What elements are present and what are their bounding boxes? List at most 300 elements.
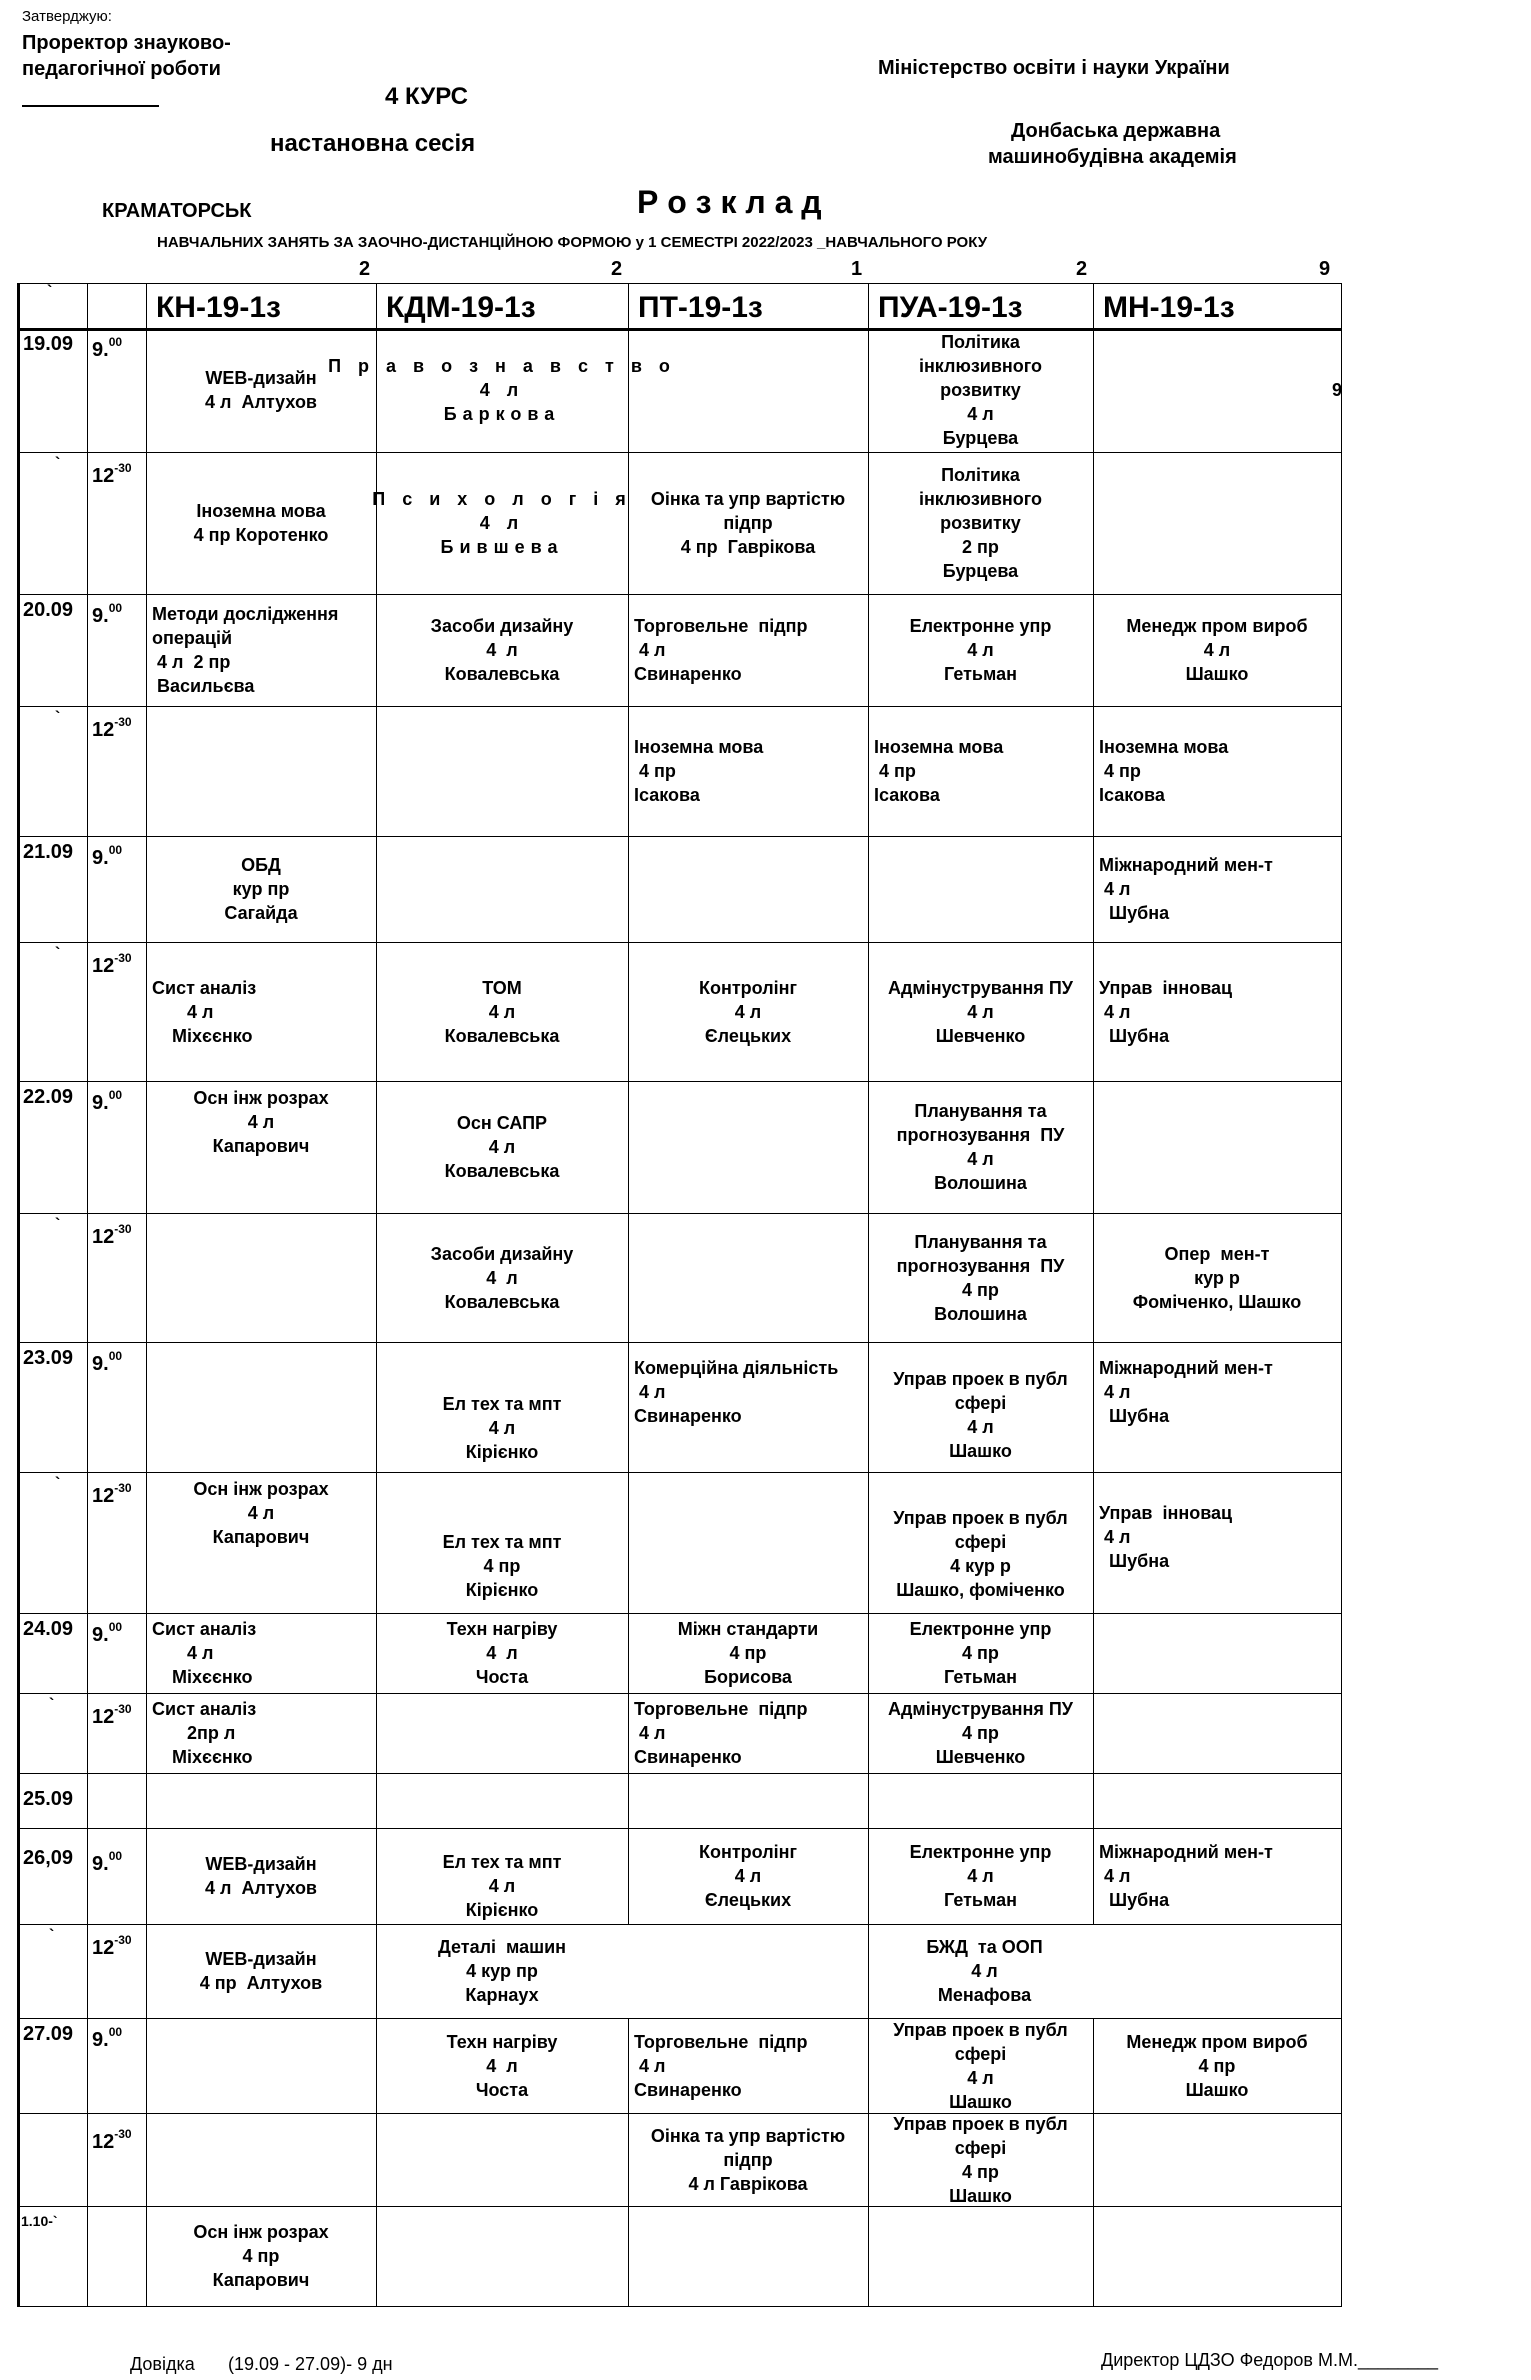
footer-director: Директор ЦДЗО Федоров М.М.________ [1101,2350,1439,2370]
cell-line: 4 кур пр [466,1961,538,1981]
cell-line: 4 л Алтухов [205,392,317,412]
cell-line: ОБД [241,855,281,875]
cell-line: сфері [954,2137,1007,2158]
cell-line: Капарович [212,2270,310,2290]
cell-line: Васильєва [152,676,255,696]
day-label: 25.09 [23,1788,74,1810]
schedule-cell [868,1081,1093,1213]
cell-line: Шубна [1099,903,1170,923]
schedule-cell [628,1693,868,1773]
schedule-cell [146,1081,376,1163]
schedule-cell [1093,1213,1341,1342]
schedule-cell [868,594,1093,706]
cell-line: Політика [941,332,1020,352]
cell-line: Шубна [1099,1890,1170,1910]
schedule-cell [376,594,628,706]
cell-line: ТОМ [482,977,522,998]
cell-line: 4 пр [483,1556,521,1576]
cell-line: Кірієнко [465,1580,539,1600]
time-label: 9.00 [92,1349,123,1375]
cell-line: 4 л Алтухов [205,1878,317,1898]
cell-line: операцій [152,628,233,648]
group-count-kn: 2 [359,258,371,280]
cell-line: Сист аналіз [152,1699,257,1719]
schedule-cell [628,594,868,706]
time-label: $12^{-30}$ [92,1481,132,1507]
schedule-cell [868,328,1093,452]
cell-line: Ісакова [1099,785,1165,805]
cell-line: 4 л [734,1001,762,1022]
cell-line: розвитку [940,380,1021,400]
cell-line: 4 пр [1099,761,1141,781]
cell-line: сфері [954,1532,1007,1552]
cell-line: 4 л [486,2055,518,2076]
cell-line: Бившева [440,537,564,557]
ministry-label: Міністерство освіти і науки України [878,57,1230,79]
time-label: 9.00 [92,601,123,627]
cell-line: 4 пр Алтухов [199,1973,323,1993]
cell-line: Іноземна мова [874,737,1004,757]
cell-line: Електронне упр [909,1619,1052,1639]
cell-line: прогнозування ПУ [896,1125,1065,1145]
group-header-pua: ПУА-19-1з [878,291,1023,324]
schedule-cell [868,2113,1093,2206]
cell-line: 4 л [971,1961,998,1981]
cell-line: 4 пр [729,1643,767,1663]
day-label: ` [55,1475,61,1492]
cell-line: Деталі машин [437,1937,567,1957]
time-label: 9.00 [92,1620,123,1646]
schedule-cell [146,328,376,452]
time-label: $12^{-30}$ [92,951,132,977]
cell-line: Оінка та упр вартістю [650,2125,846,2146]
cell-line: WEB-дизайн [205,1854,317,1874]
cell-line: 4 л [967,640,994,660]
day-label: ` [49,1696,55,1713]
schedule-cell [868,2018,1093,2113]
cell-line: Гетьман [944,664,1017,684]
academy-line2: машинобудівна академія [988,146,1237,168]
cell-line: Ел тех та мпт [442,1532,562,1552]
cell-line: Управ проек в публ [893,1369,1068,1389]
cell-line: Свинаренко [634,1747,742,1767]
time-label: $12^{-30}$ [92,1222,132,1248]
cell-line: Ісакова [634,785,700,805]
cell-line: кур р [1194,1267,1240,1288]
cell-line: 9 [1331,380,1342,400]
cell-line: Управ інновац [1099,977,1233,998]
document-title: Р о з к л а д [637,184,822,220]
cell-line: Шашко, фоміченко [896,1580,1065,1600]
cell-line: Контролінг [698,1842,797,1862]
schedule-cell [1093,942,1341,1081]
schedule-cell [868,1358,1093,1472]
cell-line: 4 л [967,404,994,424]
schedule-cell [628,1342,868,1442]
cell-line: Торговельне підпр [634,2031,808,2052]
schedule-cell [628,1613,868,1693]
cell-line: Техн нагріву [446,2031,558,2052]
cell-line: підпр [723,2149,773,2170]
cell-line: Управ проек в публ [893,1508,1068,1528]
group-header-pt: ПТ-19-1з [638,291,763,324]
cell-line: Електронне упр [909,1842,1052,1862]
cell-line: Бурцева [942,561,1019,581]
cell-line: Гетьман [944,1667,1017,1687]
time-label: 9.00 [92,1088,123,1114]
schedule-cell [146,1828,376,1924]
time-label: $12^{-30}$ [92,1933,132,1959]
cell-line: Шашко [949,2091,1012,2112]
cell-line: Ісакова [874,785,940,805]
cell-line: Шашко [1185,664,1249,684]
cell-line: Волошина [934,1303,1027,1324]
day-label: 22.09 [23,1086,74,1108]
schedule-cell [146,2206,376,2306]
cell-line: Менафова [937,1985,1032,2005]
schedule-cell [1093,1472,1341,1602]
cell-line: Міхєєнко [152,1747,253,1767]
cell-line: Адмінустрування ПУ [888,977,1073,998]
schedule-cell [868,452,1093,594]
cell-line: 4 пр Коротенко [193,525,329,545]
cell-line: Капарович [212,1136,310,1156]
schedule-cell [146,1693,376,1773]
cell-line: 4 л Гаврікова [688,2173,808,2194]
schedule-cell [146,452,376,594]
schedule-cell [1093,706,1341,836]
schedule-cell [868,706,1093,836]
cell-line: 4 л [967,1866,994,1886]
cell-line: 4 л [734,1866,762,1886]
cell-line: кур пр [232,879,290,899]
cell-line: Карнаух [465,1985,539,2005]
cell-line: 4 пр [962,1723,999,1743]
cell-line: Осн інж розрах [193,2222,329,2242]
cell-line: Методи дослідження [152,604,339,624]
group-header-kn: КН-19-1з [156,291,281,324]
cell-line: 4 л [634,1723,666,1743]
cell-line: Свинаренко [634,2079,742,2100]
day-label: 24.09 [23,1618,74,1640]
cell-line: 4 пр [1198,2055,1236,2076]
cell-line: 4 пр [634,761,676,781]
cell-line: 4 л [479,513,525,533]
cell-line: Міжн стандарти [677,1619,819,1639]
cell-line: 4 л [1099,1527,1131,1547]
cell-line: 4 л [479,380,525,400]
cell-line: П с и х о л о г і я [372,489,632,509]
cell-line: 4 л [634,2055,666,2076]
cell-line: 4 л [486,1643,518,1663]
cell-line: Міхєєнко [152,1667,253,1687]
cell-line: 4 л [1099,1001,1131,1022]
group-count-mn: 9 [1319,258,1331,280]
cell-line: Єлецьких [704,1890,792,1910]
cell-line: Контролінг [698,977,797,998]
cell-line: WEB-дизайн [205,1949,317,1969]
cell-line: Баркова [443,404,561,424]
cell-line: 4 кур р [950,1556,1011,1576]
cell-line: Іноземна мова [634,737,764,757]
schedule-cell [1093,594,1341,706]
cell-line: Планування та [914,1231,1047,1252]
cell-line: Шубна [1099,1551,1170,1571]
cell-line: Торговельне підпр [634,1699,808,1719]
cell-line: Свинаренко [634,1406,742,1426]
schedule-cell [628,1828,868,1924]
course-label: 4 КУРС [385,83,468,110]
schedule-cell [376,1383,628,1472]
time-label: $12^{-30}$ [92,715,132,741]
schedule-cell [146,594,376,706]
cell-line: Ковалевська [444,1291,560,1312]
footer-reference: Довідка [130,2354,195,2374]
time-label: $12^{-30}$ [92,461,132,487]
schedule-cell [146,1613,376,1693]
cell-line: Ковалевська [444,1025,560,1046]
day-label: 26,09 [23,1847,74,1869]
cell-line: Управ проек в публ [893,2019,1068,2040]
group-count-kdm: 2 [611,258,623,280]
day-label: ` [55,945,61,962]
cell-line: прогнозування ПУ [896,1255,1065,1276]
cell-line: Комерційна діяльність [634,1358,839,1378]
cell-line: 4 л [967,1417,994,1437]
cell-line: Управ проек в публ [893,2113,1068,2134]
time-label: 9.00 [92,843,123,869]
day-label: 27.09 [23,2023,74,2045]
schedule-cell [376,1613,628,1693]
cell-line: Свинаренко [634,664,742,684]
cell-line: Політика [941,465,1020,485]
day-label: ` [55,709,61,726]
cell-line: Торговельне підпр [634,616,808,636]
cell-line: Волошина [934,1173,1027,1193]
cell-line: Сист аналіз [152,1619,257,1639]
schedule-cell [628,2113,868,2206]
day-label: ` [55,455,61,472]
schedule-table [17,283,1342,2307]
cell-line: 4 л [967,1149,994,1169]
schedule-cell [372,452,632,594]
time-label: 9.00 [92,1849,123,1875]
cell-line: Планування та [914,1101,1047,1121]
cell-line: 4 л [634,1382,666,1402]
cell-line: Шубна [1099,1406,1170,1426]
cell-line: сфері [954,2043,1007,2064]
cell-line: Ковалевська [444,664,560,684]
cell-line: 4 л [247,1112,275,1132]
cell-line: 4 пр [874,761,916,781]
time-label: 9.00 [92,2025,123,2051]
schedule-cell [868,1693,1093,1773]
approve-label: Затверджую: [22,8,112,25]
cell-line: Засоби дизайну [430,616,574,636]
cell-line: інклюзивного [918,489,1043,509]
cell-line: Кірієнко [465,1900,539,1920]
day-label: 20.09 [23,599,74,621]
schedule-cell [1093,1342,1341,1442]
cell-line: 4 л [1203,640,1231,660]
cell-line: Борисова [704,1667,792,1687]
cell-line: Єлецьких [704,1025,792,1046]
cell-line: Капарович [212,1527,310,1547]
cell-line: 4 л [967,2067,994,2088]
schedule-cell [376,1924,628,2018]
document-subtitle: НАВЧАЛЬНИХ ЗАНЯТЬ ЗА ЗАОЧНО-ДИСТАНЦІЙНОЮ ФОРМОЮ у 1 СЕМЕСТРІ 2022/2023 _НАВЧАЛЬНОГО РОКУ [157,234,988,251]
group-count-pua: 2 [1076,258,1088,280]
schedule-cell [868,1495,1093,1613]
day-label: ` [49,1927,55,1944]
schedule-cell [376,1848,628,1924]
schedule-cell [376,2018,628,2113]
cell-line: Чоста [475,1667,529,1687]
schedule-cell [628,706,868,836]
schedule-cell [868,1613,1093,1693]
cell-line: Ел тех та мпт [442,1393,562,1414]
cell-line: Міжнародний мен-т [1099,1842,1273,1862]
cell-line: 4 л [488,1876,516,1896]
group-header-kdm: КДМ-19-1з [386,291,536,324]
cell-line: Шашко [949,2185,1012,2206]
cell-line: Шашко [1185,2079,1249,2100]
cell-line: 4 л [488,1137,516,1157]
cell-line: підпр [723,513,773,533]
cell-line: Опер мен-т [1164,1243,1270,1264]
cell-line: 4 л 2 пр [152,652,231,672]
cell-line: Осн інж розрах [193,1088,329,1108]
cell-line: WEB-дизайн [205,368,317,388]
cell-line: 4 пр Гаврікова [680,537,816,557]
cell-line: Електронне упр [909,616,1052,636]
cell-line: 4 л [152,1001,214,1022]
schedule-cell [376,942,628,1081]
cell-line: інклюзивного [918,356,1043,376]
cell-line: Гетьман [944,1890,1017,1910]
footer-period: (19.09 - 27.09)- 9 дн [228,2354,393,2374]
cell-line: Техн нагріву [446,1619,558,1639]
cell-line: 4 пр [962,1279,999,1300]
cell-line: Адмінустрування ПУ [888,1699,1073,1719]
cell-line: 4 л [152,1643,214,1663]
cell-line: Шашко [949,1441,1012,1461]
cell-line: Засоби дизайну [430,1243,574,1264]
cell-line: БЖД та ООП [926,1937,1043,1957]
cell-line: Фоміченко, Шашко [1132,1291,1302,1312]
approver-position-line2: педагогічної роботи [22,58,221,80]
cell-line: 4 л [488,1417,516,1438]
time-label: 9.00 [92,335,123,361]
cell-line: Оінка та упр вартістю [650,489,846,509]
schedule-cell [868,942,1093,1081]
schedule-cell [328,328,676,452]
cell-line: Шевченко [935,1747,1026,1767]
time-label: $12^{-30}$ [92,2127,132,2153]
schedule-cell [1093,1828,1341,1924]
schedule-cell [1093,2018,1341,2113]
session-label: настановна сесія [270,130,476,157]
schedule-cell [628,942,868,1081]
cell-line: Іноземна мова [1099,737,1229,757]
cell-line: Менедж пром вироб [1126,616,1308,636]
cell-line: 4 л [634,640,666,660]
schedule-cell [868,1828,1093,1924]
cell-line: 4 л [488,1001,516,1022]
cell-line: Шевченко [935,1025,1026,1046]
day-label: 19.09 [23,333,74,355]
city-label: КРАМАТОРСЬК [102,200,252,222]
cell-line: 4 пр [242,2246,280,2266]
approver-position-line1: Проректор знауково- [22,32,231,54]
cell-line: Шубна [1099,1025,1170,1046]
schedule-cell [376,1213,628,1342]
cell-line: Ел тех та мпт [442,1852,562,1872]
schedule-cell [868,1213,1093,1342]
cell-line: 4 л [967,1001,994,1022]
schedule-cell [1093,836,1341,942]
cell-line: 4 пр [962,1643,999,1663]
cell-line: 4 л [247,1503,275,1523]
cell-line: Осн інж розрах [193,1479,329,1499]
cell-line: Чоста [475,2079,529,2100]
schedule-cell [146,1924,376,2018]
cell-line: 4 л [486,640,518,660]
schedule-cell [146,1472,376,1554]
schedule-cell-merged [628,1924,1341,2018]
schedule-cell [1327,328,1347,452]
cell-line: сфері [954,1393,1007,1413]
cell-line: 2 пр [962,537,999,557]
corner-mark: ` [47,283,53,300]
cell-line: Менедж пром вироб [1126,2031,1308,2052]
cell-line: розвитку [940,513,1021,533]
schedule-cell [376,1519,628,1613]
cell-line: Ковалевська [444,1161,560,1181]
cell-line: Іноземна мова [196,501,326,521]
schedule-cell [376,1081,628,1213]
cell-line: Осн САПР [456,1113,548,1133]
cell-line: Бурцева [942,428,1019,448]
cell-line: Сагайда [224,903,298,923]
cell-line: Міжнародний мен-т [1099,855,1273,875]
time-label: $12^{-30}$ [92,1702,132,1728]
cell-line: Міжнародний мен-т [1099,1358,1273,1378]
cell-line: 4 л [486,1267,518,1288]
academy-line1: Донбаська державна [1011,120,1221,142]
day-label: 1.10-` [21,2213,58,2229]
cell-line: Кірієнко [465,1441,539,1462]
schedule-cell [628,2018,868,2113]
group-count-pt: 1 [851,258,863,280]
cell-line: 4 л [1099,879,1131,899]
cell-line: 2пр л [152,1723,236,1743]
cell-line: 4 л [1099,1382,1131,1402]
cell-line: Управ інновац [1099,1503,1233,1523]
schedule-cell [628,452,868,594]
cell-line: Сист аналіз [152,977,257,998]
schedule-cell [146,942,376,1081]
cell-line: П р а в о з н а в с т в о [328,356,676,376]
schedule-cell [146,836,376,942]
day-label: ` [55,1216,61,1233]
cell-line: 4 л [1099,1866,1131,1886]
signature-line [22,105,159,107]
day-label: 21.09 [23,841,74,863]
day-label: 23.09 [23,1347,74,1369]
cell-line: 4 пр [962,2161,999,2182]
group-header-mn: МН-19-1з [1103,291,1235,324]
